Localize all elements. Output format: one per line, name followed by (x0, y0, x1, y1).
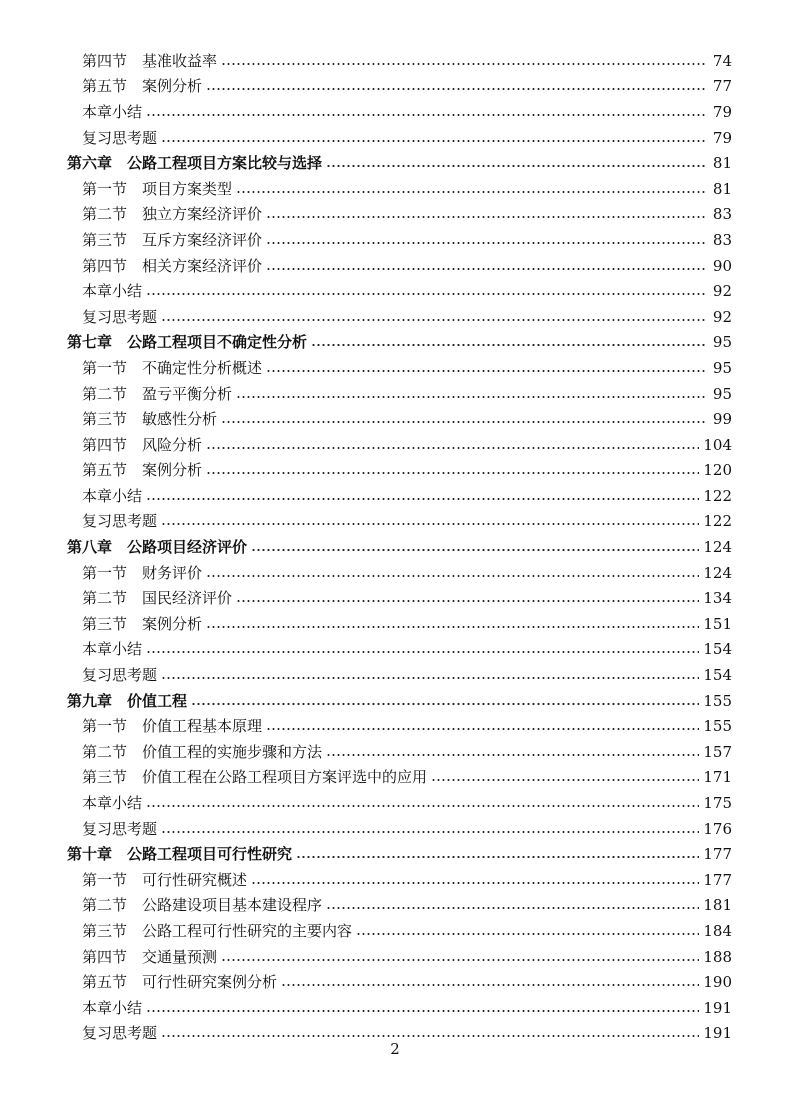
toc-chapter-entry (0, 330, 790, 356)
toc-entry-title: 第二节 独立方案经济评价 (82, 205, 263, 224)
dot-leader (431, 779, 699, 781)
toc-section-entry (0, 662, 790, 688)
dot-leader (206, 575, 699, 577)
dot-leader (161, 319, 706, 321)
toc-entry-title: 第一节 项目方案类型 (82, 179, 233, 198)
toc-entry-title: 本章小结 (82, 998, 143, 1017)
toc-section-entry (0, 713, 790, 739)
toc-section-entry (0, 560, 790, 586)
toc-section-entry (0, 202, 790, 228)
toc-entry-title: 复习思考题 (82, 512, 158, 531)
toc-entry-title: 第一节 价值工程基本原理 (82, 717, 263, 736)
toc-entry-page: 79 (712, 128, 732, 147)
dot-leader (296, 856, 699, 858)
toc-entry-title: 第七章 公路工程项目不确定性分析 (67, 333, 308, 352)
dot-leader (251, 882, 699, 884)
toc-section-entry (0, 278, 790, 304)
toc-entry-title: 本章小结 (82, 486, 143, 505)
toc-entry-title: 第六章 公路工程项目方案比较与选择 (67, 154, 323, 173)
toc-entry-page: 151 (703, 614, 732, 633)
toc-section-entry (0, 765, 790, 791)
toc-entry-title: 第二节 价值工程的实施步骤和方法 (82, 742, 323, 761)
toc-entry-page: 120 (703, 461, 732, 480)
toc-chapter-entry (0, 841, 790, 867)
toc-entry-page: 104 (703, 435, 732, 454)
dot-leader (266, 370, 706, 372)
toc-entry-page: 95 (712, 333, 732, 352)
toc-entry-page: 191 (703, 1024, 732, 1043)
toc-entry-page: 154 (703, 666, 732, 685)
toc-entry-title: 第八章 公路项目经济评价 (67, 538, 248, 557)
toc-section-entry (0, 893, 790, 919)
toc-entry-page: 155 (703, 717, 732, 736)
dot-leader (326, 754, 699, 756)
dot-leader (206, 88, 706, 90)
toc-section-entry (0, 74, 790, 100)
toc-section-entry (0, 816, 790, 842)
dot-leader (266, 268, 706, 270)
toc-entry-title: 本章小结 (82, 102, 143, 121)
toc-entry-title: 第五节 可行性研究案例分析 (82, 973, 278, 992)
toc-entry-page: 99 (712, 410, 732, 429)
toc-entry-title: 本章小结 (82, 794, 143, 813)
page-number: 2 (390, 1040, 400, 1058)
toc-entry-title: 第二节 公路建设项目基本建设程序 (82, 896, 323, 915)
toc-entry-page: 92 (712, 282, 732, 301)
toc-section-entry (0, 125, 790, 151)
toc-section-entry (0, 355, 790, 381)
toc-entry-page: 184 (703, 921, 732, 940)
dot-leader (326, 165, 706, 167)
toc-entry-page: 175 (703, 794, 732, 813)
dot-leader (146, 651, 699, 653)
toc-entry-page: 122 (703, 486, 732, 505)
dot-leader (161, 140, 706, 142)
toc-section-entry (0, 995, 790, 1021)
toc-entry-page: 81 (712, 154, 732, 173)
toc-entry-page: 191 (703, 998, 732, 1017)
toc-entry-page: 177 (703, 870, 732, 889)
toc-section-entry (0, 458, 790, 484)
dot-leader (221, 63, 706, 65)
dot-leader (236, 191, 706, 193)
toc-entry-title: 第二节 国民经济评价 (82, 589, 233, 608)
toc-entry-title: 第五节 案例分析 (82, 77, 203, 96)
dot-leader (251, 549, 699, 551)
toc-entry-page: 155 (703, 691, 732, 710)
toc-chapter-entry (0, 688, 790, 714)
toc-entry-title: 第四节 相关方案经济评价 (82, 256, 263, 275)
toc-entry-page: 83 (712, 205, 732, 224)
toc-section-entry (0, 304, 790, 330)
toc-entry-page: 79 (712, 102, 732, 121)
toc-entry-title: 第三节 价值工程在公路工程项目方案评选中的应用 (82, 768, 428, 787)
toc-entry-page: 92 (712, 307, 732, 326)
toc-entry-page: 81 (712, 179, 732, 198)
toc-section-entry (0, 48, 790, 74)
toc-section-entry (0, 509, 790, 535)
dot-leader (146, 498, 699, 500)
dot-leader (191, 703, 699, 705)
toc-entry-title: 复习思考题 (82, 666, 158, 685)
toc-entry-page: 157 (703, 742, 732, 761)
toc-section-entry (0, 176, 790, 202)
toc-entry-page: 177 (703, 845, 732, 864)
toc-section-entry (0, 944, 790, 970)
toc-section-entry (0, 381, 790, 407)
toc-entry-page: 181 (703, 896, 732, 915)
toc-entry-title: 第三节 互斥方案经济评价 (82, 230, 263, 249)
dot-leader (161, 831, 699, 833)
toc-entry-title: 第十章 公路工程项目可行性研究 (67, 845, 293, 864)
toc-section-entry (0, 637, 790, 663)
toc-entry-page: 176 (703, 819, 732, 838)
toc-section-entry (0, 611, 790, 637)
toc-entry-title: 第四节 交通量预测 (82, 947, 218, 966)
dot-leader (266, 242, 706, 244)
toc-entry-page: 124 (703, 563, 732, 582)
table-of-contents (0, 48, 790, 1046)
toc-entry-page: 122 (703, 512, 732, 531)
dot-leader (146, 805, 699, 807)
toc-section-entry (0, 253, 790, 279)
toc-section-entry (0, 867, 790, 893)
dot-leader (281, 984, 699, 986)
dot-leader (161, 523, 699, 525)
toc-entry-page: 95 (712, 358, 732, 377)
toc-entry-title: 第三节 公路工程可行性研究的主要内容 (82, 921, 353, 940)
toc-chapter-entry (0, 150, 790, 176)
toc-entry-page: 134 (703, 589, 732, 608)
dot-leader (161, 1035, 699, 1037)
dot-leader (206, 472, 699, 474)
dot-leader (266, 728, 699, 730)
dot-leader (266, 216, 706, 218)
toc-entry-title: 复习思考题 (82, 819, 158, 838)
dot-leader (326, 907, 699, 909)
dot-leader (236, 600, 699, 602)
toc-section-entry (0, 585, 790, 611)
toc-section-entry (0, 99, 790, 125)
dot-leader (356, 933, 699, 935)
toc-entry-title: 第二节 盈亏平衡分析 (82, 384, 233, 403)
toc-section-entry (0, 918, 790, 944)
toc-entry-page: 90 (712, 256, 732, 275)
toc-section-entry (0, 739, 790, 765)
toc-entry-page: 74 (712, 51, 732, 70)
toc-section-entry (0, 227, 790, 253)
toc-entry-title: 第一节 不确定性分析概述 (82, 358, 263, 377)
toc-entry-title: 第五节 案例分析 (82, 461, 203, 480)
toc-entry-title: 第一节 可行性研究概述 (82, 870, 248, 889)
toc-section-entry (0, 969, 790, 995)
toc-entry-page: 190 (703, 973, 732, 992)
toc-entry-title: 第一节 财务评价 (82, 563, 203, 582)
toc-entry-title: 第三节 敏感性分析 (82, 410, 218, 429)
toc-entry-title: 第四节 风险分析 (82, 435, 203, 454)
dot-leader (221, 421, 706, 423)
dot-leader (221, 959, 699, 961)
toc-entry-title: 第三节 案例分析 (82, 614, 203, 633)
toc-section-entry (0, 790, 790, 816)
toc-entry-page: 154 (703, 640, 732, 659)
toc-entry-title: 第九章 价值工程 (67, 691, 188, 710)
dot-leader (146, 293, 706, 295)
toc-section-entry (0, 406, 790, 432)
dot-leader (146, 114, 706, 116)
dot-leader (206, 626, 699, 628)
toc-entry-page: 188 (703, 947, 732, 966)
toc-entry-page: 83 (712, 230, 732, 249)
toc-chapter-entry (0, 534, 790, 560)
toc-section-entry (0, 483, 790, 509)
dot-leader (236, 396, 706, 398)
toc-entry-title: 本章小结 (82, 640, 143, 659)
toc-entry-page: 95 (712, 384, 732, 403)
toc-section-entry (0, 432, 790, 458)
toc-entry-title: 第四节 基准收益率 (82, 51, 218, 70)
toc-entry-title: 本章小结 (82, 282, 143, 301)
dot-leader (161, 677, 699, 679)
toc-entry-page: 77 (712, 77, 732, 96)
dot-leader (206, 447, 699, 449)
dot-leader (146, 1010, 699, 1012)
toc-entry-title: 复习思考题 (82, 128, 158, 147)
toc-entry-page: 124 (703, 538, 732, 557)
toc-entry-title: 复习思考题 (82, 1024, 158, 1043)
toc-entry-page: 171 (703, 768, 732, 787)
toc-entry-title: 复习思考题 (82, 307, 158, 326)
dot-leader (311, 344, 706, 346)
